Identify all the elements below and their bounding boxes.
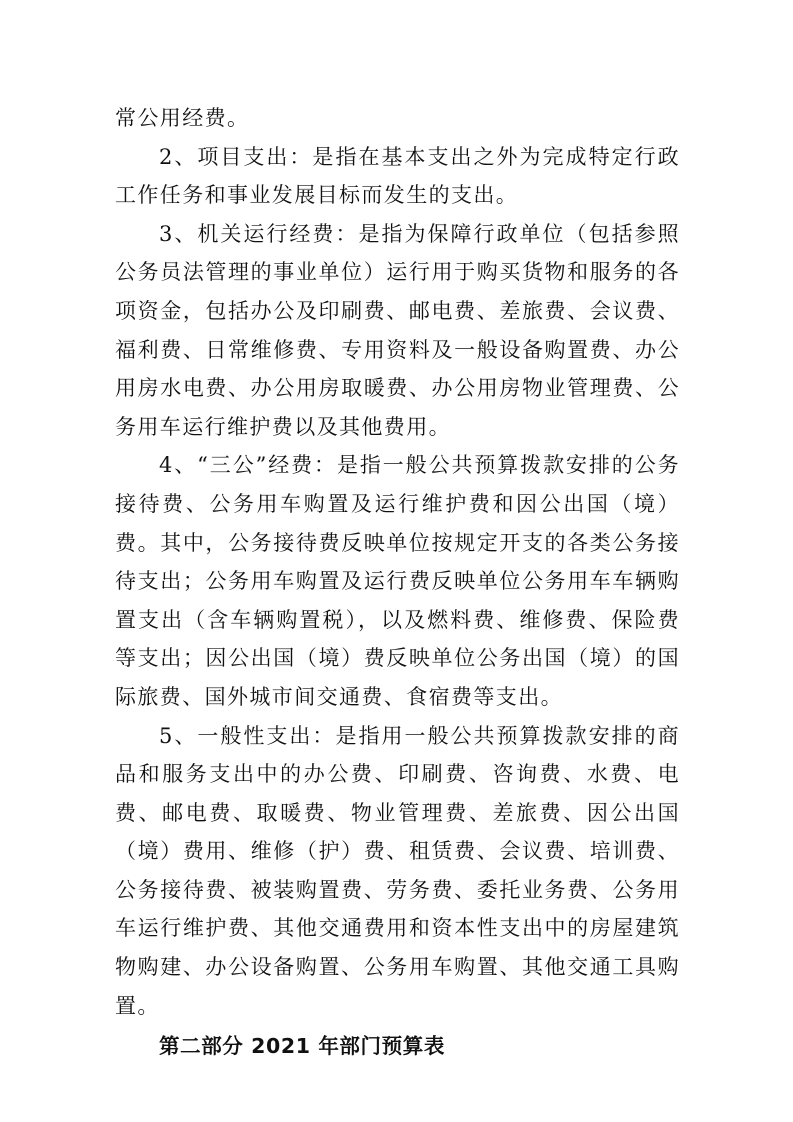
section-heading: 第二部分 2021 年部门预算表 bbox=[159, 1034, 445, 1059]
paragraph-project-expenditure: 2、项目支出：是指在基本支出之外为完成特定行政工作任务和事业发展目标而发生的支出。 bbox=[115, 144, 680, 208]
paragraph-continuation: 常公用经费。 bbox=[115, 106, 250, 130]
paragraph-general-expenditure: 5、一般性支出：是指用一般公共预算拨款安排的商品和服务支出中的办公费、印刷费、咨询费、水费、电费、邮电费、取暖费、物业管理费、差旅费、因公出国（境）费用、维修（护）费、租赁费、会议费、培训费、公务接待费、被装购置费、劳务费、委托业务费、公务用车运行维护费、其他交通费用和资本性支出中的房屋建筑物购建、办公设备购置、公务用车购置、其他交通工具购置。 bbox=[115, 723, 680, 1018]
paragraph-agency-operating-expenses: 3、机关运行经费：是指为保障行政单位（包括参照公务员法管理的事业单位）运行用于购买货物和服务的各项资金，包括办公及印刷费、邮电费、差旅费、会议费、福利费、日常维修费、专用资料及一般设备购置费、办公用房水电费、办公用房取暖费、办公用房物业管理费、公务用车运行维护费以及其他费用。 bbox=[115, 221, 680, 439]
document-page bbox=[115, 99, 680, 1066]
paragraph-three-public-expenses: 4、“三公”经费：是指一般公共预算拨款安排的公务接待费、公务用车购置及运行维护费和因公出国（境）费。其中，公务接待费反映单位按规定开支的各类公务接待支出；公务用车购置及运行费反映单位公务用车车辆购置支出（含车辆购置税），以及燃料费、维修费、保险费等支出；因公出国（境）费反映单位公务出国（境）的国际旅费、国外城市间交通费、食宿费等支出。 bbox=[115, 453, 680, 709]
